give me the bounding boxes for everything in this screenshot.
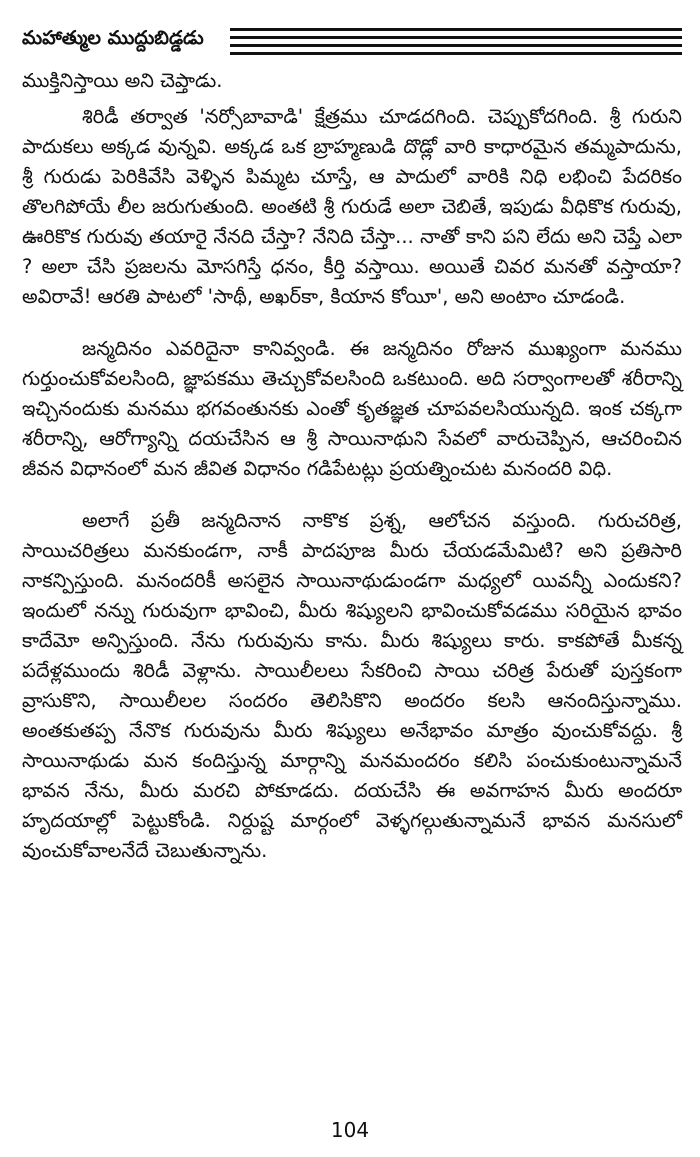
paragraph: జన్మదినం ఎవరిదైనా కానివ్వండి. ఈ జన్మదినం రోజున ముఖ్యంగా మనము గుర్తుంచుకోవలసింది, జ్ఞాపకము తెచ్చుకోవలసింది ఒకటుంది. అది సర్వాంగాలతో శరీరాన్ని ఇచ్చినందుకు మనము భగవంతునకు ఎంతో కృతజ్ఞత చూపవలసియున్నది. ఇంక చక్కగా శరీరాన్ని, ఆరోగ్యాన్ని దయచేసిన ఆ శ్రీ సాయినాథుని సేవలో వారుచెప్పిన, ఆచరించిన జీవన విధానంలో మన జీవిత విధానం గడిపేటట్లు ప్రయత్నించుట మనందరి విధి.	[22, 337, 682, 480]
paragraph: అలాగే ప్రతీ జన్మదినాన నాకొక ప్రశ్న, ఆలోచన వస్తుంది. గురుచరిత్ర, సాయిచరిత్రలు మనకుండగా, నాకీ పాదపూజ మీరు చేయడమేమిటి? అని ప్రతిసారి నాకన్పిస్తుంది. మనందరికీ అసలైన సాయినాథుడుండగా మధ్యలో యివన్నీ ఎందుకని? ఇందులో నన్ను గురువుగా భావించి, మీరు శిష్యులని భావించుకోవడము సరియైన భావం కాదేమో అన్పిస్తుంది. నేను గురువును కాను. మీరు శిష్యులు కారు. కాకపోతే మీకన్న పదేళ్లముందు శిరిడీ వెళ్లాను. సాయిలీలలు సేకరించి సాయి చరిత్ర పేరుతో పుస్తకంగా వ్రాసుకొని, సాయిలీలల సందరం తెలిసికొని అందరం కలసి ఆనందిస్తున్నాము. అంతకుతప్ప నేనొక గురువును మీరు శిష్యులు అనేభావం మాత్రం వుంచుకోవద్దు. శ్రీ సాయినాథుడు మన కందిస్తున్న మార్గాన్ని మనమందరం కలిసి పంచుకుంటున్నామనే భావన నేను, మీరు మరచి పోకూడదు. దయచేసి ఈ అవగాహన మీరు అందరూ హృదయాల్లో పెట్టుకోండి. నిర్దుష్ట మార్గంలో వెళ్ళగల్గుతున్నామనే భావన మనసులో వుంచుకోవాలనేదే చెబుతున్నాను.	[22, 509, 682, 862]
running-title: మహాత్ముల ముద్దుబిడ్డడు	[22, 27, 204, 49]
header-rule	[230, 36, 682, 39]
page-number: 104	[330, 1118, 370, 1142]
header-rule	[230, 44, 682, 47]
page-header	[22, 26, 682, 58]
paragraph: ముక్తినిస్తాయి అని చెప్తాడు.	[22, 69, 223, 92]
paragraph: శిరిడీ తర్వాత 'నర్సోబావాడి' క్షేత్రము చూడదగింది. చెప్పుకోదగింది. శ్రీ గురుని పాదుకలు అక్కడ వున్నవి. అక్కడ ఒక బ్రాహ్మణుడి దొడ్లో వారి కాధారమైన తమ్మపాదును, శ్రీ గురుడు పెరికివేసి వెళ్ళిన పిమ్మట చూస్తే, ఆ పాదులో వారికి నిధి లభించి పేదరికం తొలగిపోయే లీల జరుగుతుంది. అంతటి శ్రీ గురుడే అలా చెబితే, ఇపుడు వీధికొక గురువు, ఊరికొక గురువు తయారై నేనది చేస్తా? నేనిది చేస్తా... నాతో కాని పని లేదు అని చెప్తే ఎలా ? అలా చేసి ప్రజలను మోసగిస్తే ధనం, కీర్తి వస్తాయి. అయితే చివర మనతో వస్తాయా? అవిరావే! ఆరతి పాటలో 'సాథీ, అఖర్‌కా, కియాన కోయీ', అని అంటాం చూడండి.	[22, 105, 682, 308]
body-text	[22, 66, 682, 888]
header-rules	[230, 28, 682, 56]
header-rule	[230, 28, 682, 31]
header-rule	[230, 52, 682, 55]
